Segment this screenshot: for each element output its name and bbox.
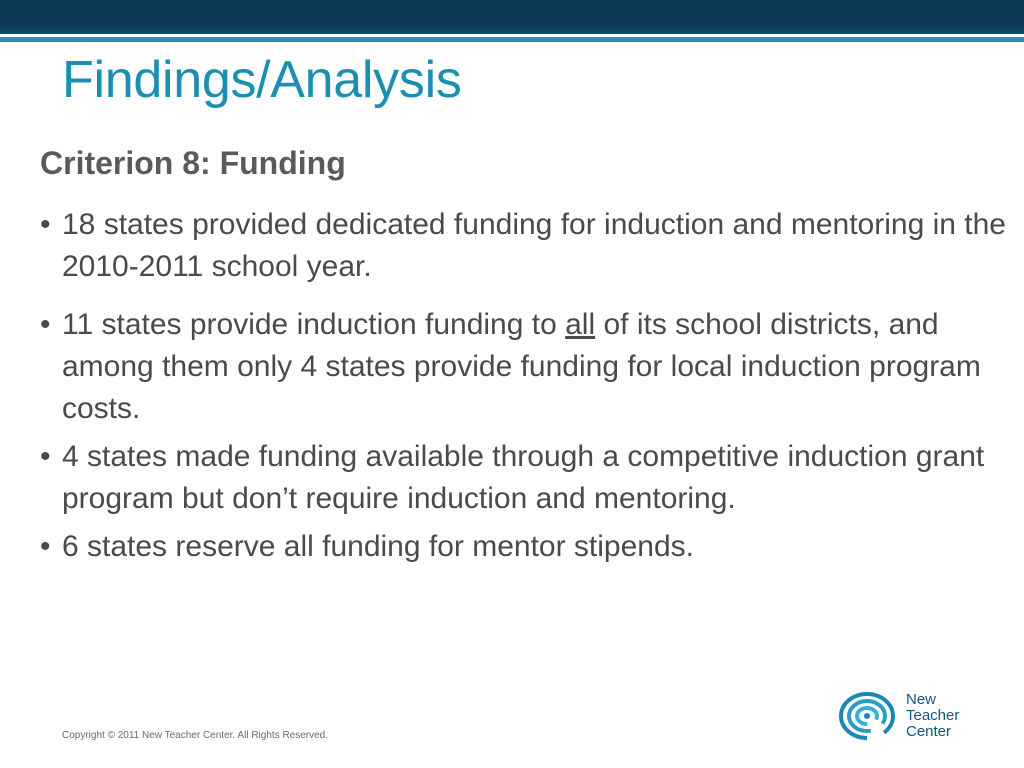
bullet-dot: • — [40, 208, 51, 241]
bullet-underlined-word: all — [565, 308, 596, 341]
bullet-dot: • — [40, 530, 51, 563]
bullet-text: 4 states made funding available through a competitive induction grant program but don’t require induction and mentoring. — [62, 440, 985, 515]
header-accent-line — [0, 37, 1024, 42]
bullet-item — [40, 526, 1010, 568]
bullet-item — [40, 436, 1010, 520]
bullet-text: 6 states reserve all funding for mentor stipends. — [62, 530, 694, 563]
bullet-dot: • — [40, 440, 51, 473]
logo-wordmark — [906, 692, 959, 740]
copyright-text: Copyright © 2011 New Teacher Center. All Rights Reserved. — [62, 730, 329, 741]
bullet-item — [40, 304, 1010, 430]
bullet-text: 18 states provided dedicated funding for induction and mentoring in the 2010-2011 school year. — [62, 208, 1006, 283]
bullet-list — [40, 204, 1010, 584]
bullet-item — [40, 204, 1010, 288]
logo-line: New — [906, 691, 937, 708]
new-teacher-center-logo — [834, 690, 1004, 742]
slide-title: Findings/Analysis — [62, 51, 462, 109]
bullet-text-end: of its school districts, and among them only 4 states provide funding for local induction program costs. — [62, 308, 981, 425]
slide-subtitle: Criterion 8: Funding — [40, 145, 346, 181]
logo-line: Teacher — [906, 707, 960, 724]
bullet-text-start: 11 states provide induction funding to — [62, 308, 566, 341]
bullet-dot: • — [40, 308, 51, 341]
logo-line: Center — [906, 723, 952, 740]
header-bar — [0, 0, 1024, 34]
spiral-logo-icon — [834, 690, 900, 742]
